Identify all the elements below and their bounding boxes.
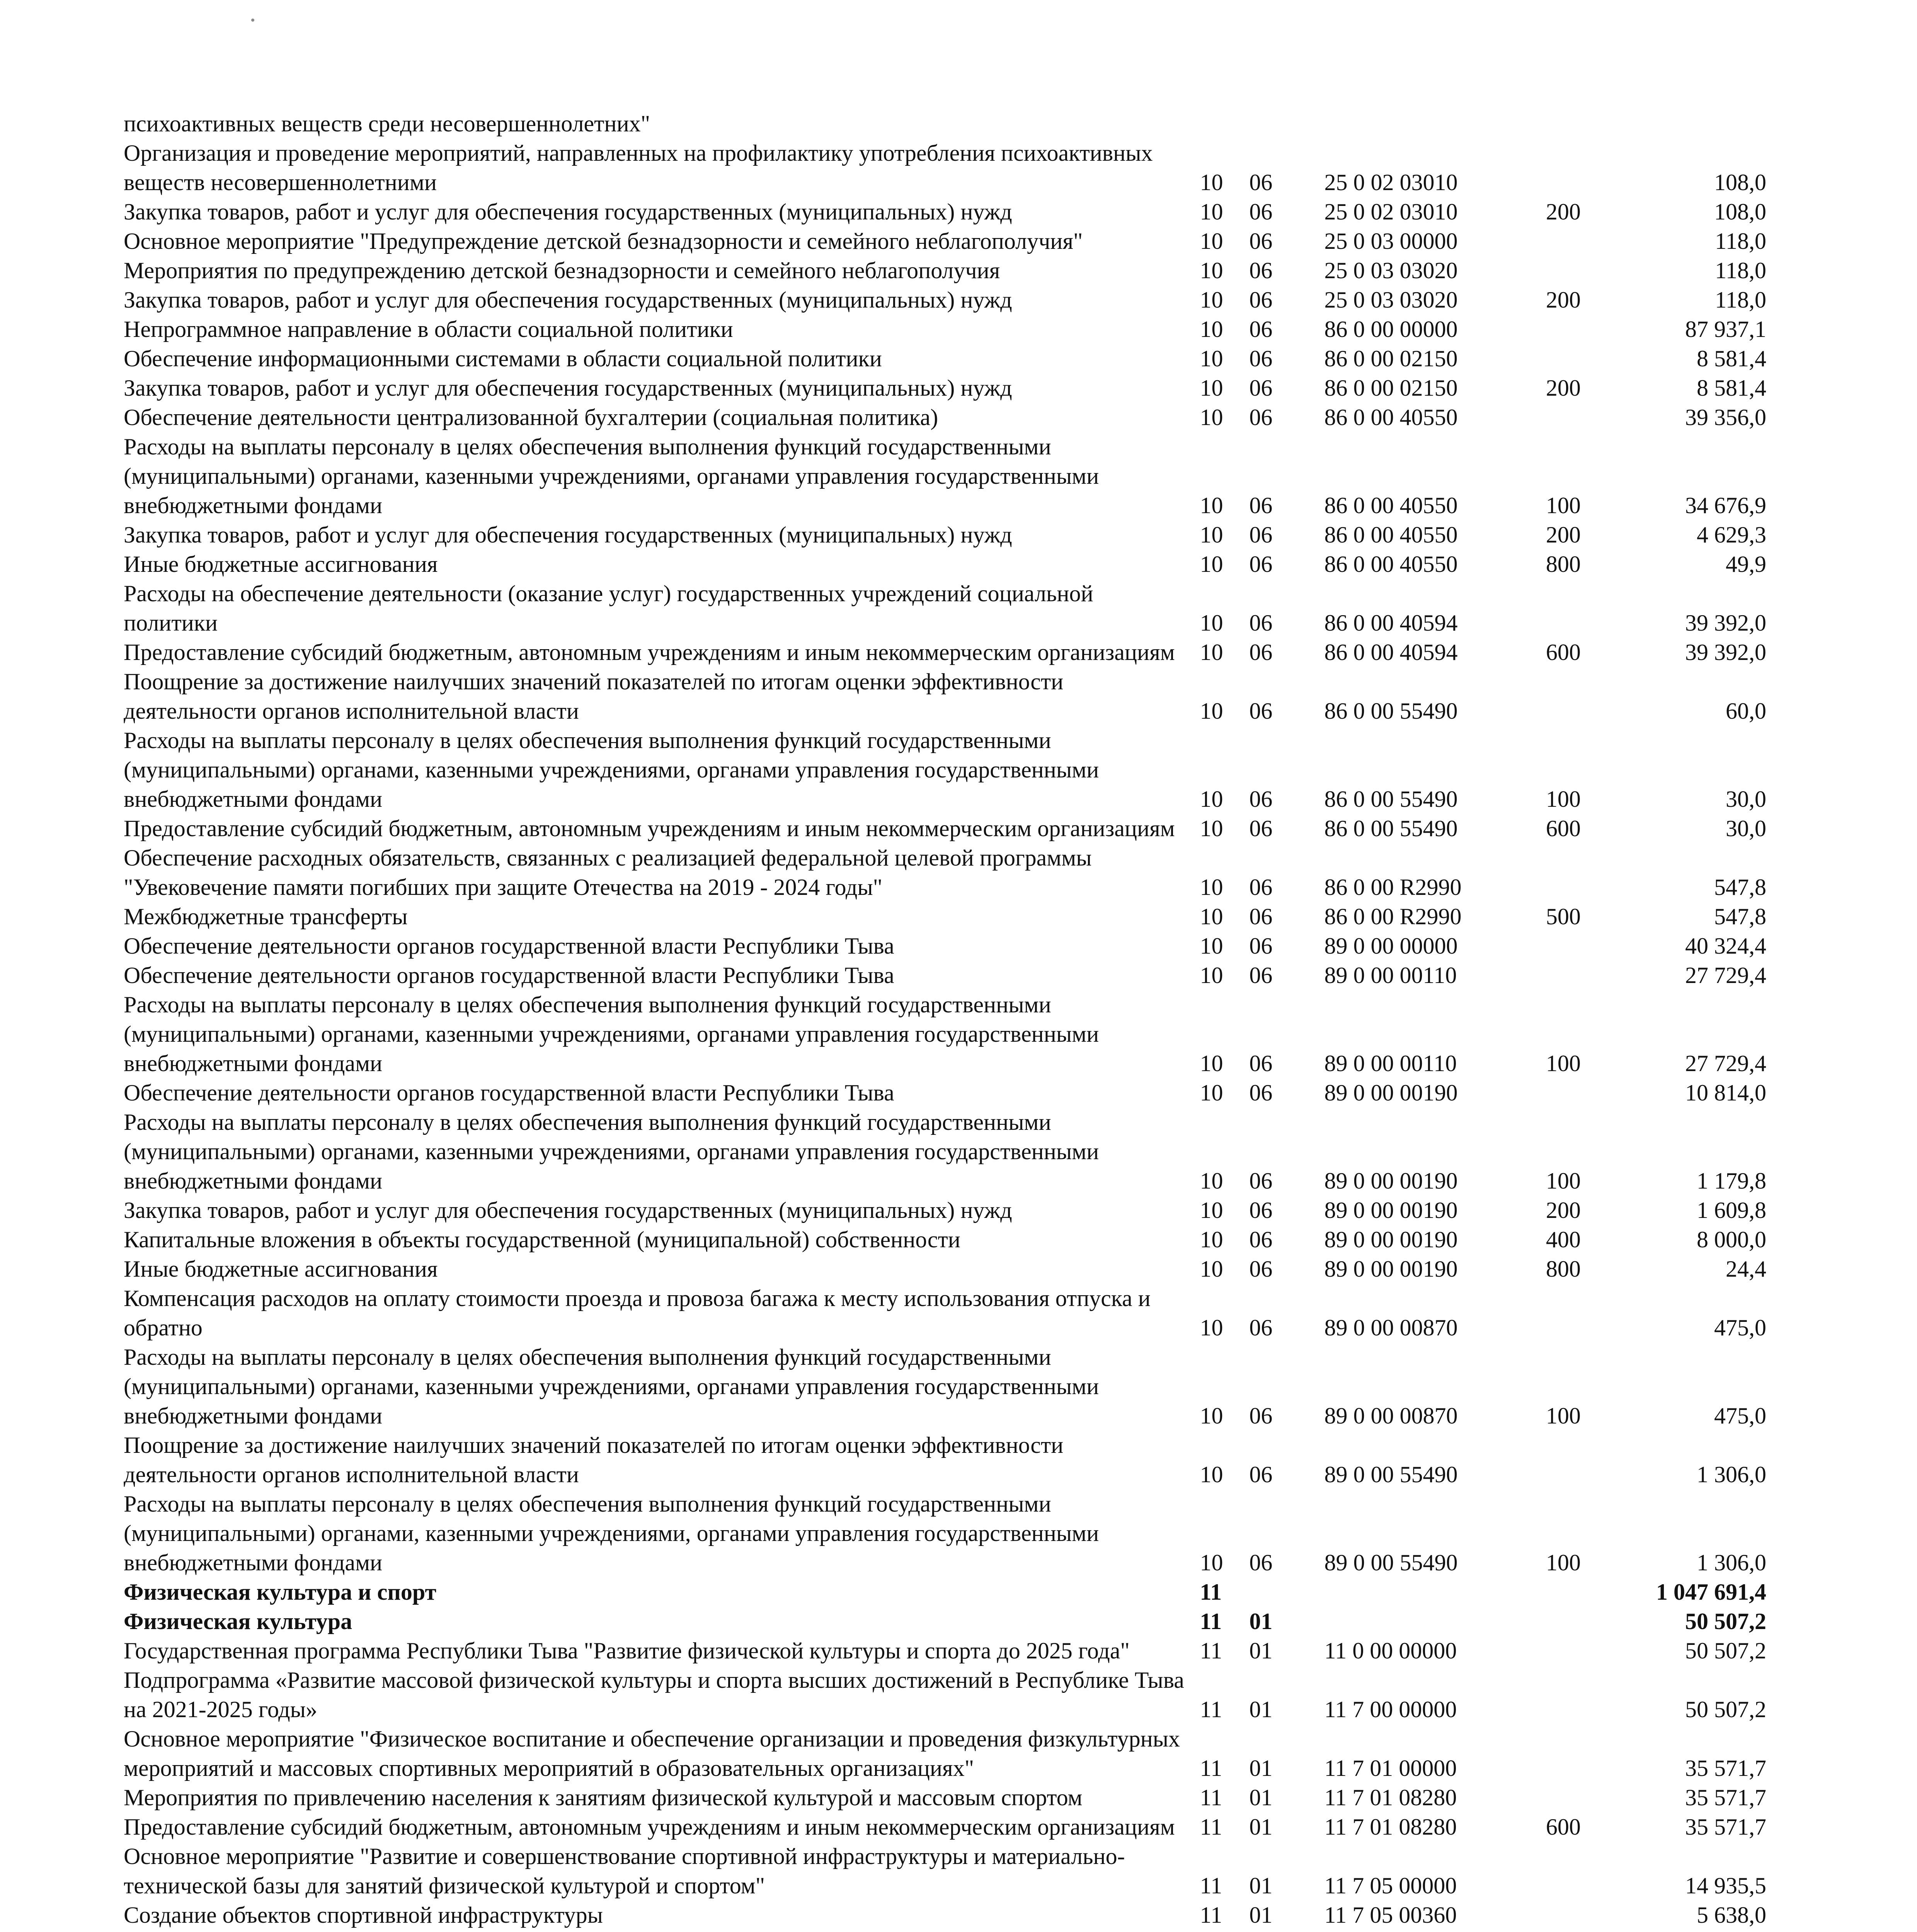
row-amount: 27 729,4 (1685, 1051, 1766, 1076)
row-target-article-code: 11 0 00 00000 (1324, 1638, 1457, 1663)
row-expense-type-code: 800 (1546, 551, 1581, 577)
row-subsection-code: 06 (1249, 904, 1273, 929)
row-target-article-code: 11 7 05 00000 (1324, 1873, 1457, 1898)
row-target-article-code: 89 0 00 00190 (1324, 1227, 1458, 1252)
row-expense-type-code: 200 (1546, 375, 1581, 401)
row-subsection-code (1241, 1577, 1309, 1607)
row-name: Мероприятия по предупреждению детской безнадзорности и семейного неблагополучия (124, 258, 1000, 283)
row-section-code: 10 (1200, 816, 1223, 841)
row-subsection-code: 06 (1249, 933, 1273, 959)
row-section-code: 10 (1200, 639, 1223, 665)
row-name: Непрограммное направление в области социальной политики (124, 316, 733, 342)
row-target-article-code: 89 0 00 00190 (1324, 1168, 1458, 1194)
table-row (124, 1665, 1782, 1724)
table-row (124, 1284, 1782, 1342)
row-amount: 4 629,3 (1697, 522, 1766, 548)
row-amount: 547,8 (1714, 874, 1766, 900)
row-target-article-code (1309, 109, 1530, 138)
row-expense-type-code: 800 (1546, 1256, 1581, 1282)
row-expense-type-code: 100 (1546, 1168, 1581, 1194)
row-amount: 1 306,0 (1697, 1462, 1766, 1487)
table-row (124, 344, 1782, 373)
row-subsection-code: 06 (1249, 375, 1273, 401)
budget-table (124, 109, 1782, 1932)
table-row (124, 931, 1782, 961)
row-name: Предоставление субсидий бюджетным, автономным учреждениям и иным некоммерческим организациям (124, 639, 1175, 665)
row-expense-type-code: 600 (1546, 1814, 1581, 1840)
row-subsection-code (1241, 109, 1309, 138)
row-target-article-code: 25 0 03 03020 (1324, 287, 1458, 313)
row-section-code: 10 (1200, 1550, 1223, 1575)
row-subsection-code: 06 (1249, 1168, 1273, 1194)
row-expense-type-code (1531, 315, 1626, 344)
row-section-code: 10 (1200, 1315, 1223, 1340)
row-section-code (1192, 109, 1241, 138)
row-section-code: 10 (1200, 258, 1223, 283)
row-amount (1626, 109, 1782, 138)
row-amount: 35 571,7 (1685, 1755, 1766, 1781)
row-section-code: 10 (1200, 1051, 1223, 1076)
row-name: Поощрение за достижение наилучших значений показателей по итогам оценки эффективности деятельности органов исполнительной власти (124, 1432, 1064, 1487)
row-target-article-code: 89 0 00 00870 (1324, 1315, 1458, 1340)
row-section-code: 11 (1200, 1814, 1222, 1840)
row-expense-type-code: 600 (1546, 639, 1581, 665)
row-section-code: 11 (1200, 1873, 1222, 1898)
row-expense-type-code (1531, 1607, 1626, 1636)
row-amount: 1 047 691,4 (1656, 1579, 1766, 1605)
row-expense-type-code (1531, 403, 1626, 432)
row-section-code: 10 (1200, 786, 1223, 812)
table-row (124, 990, 1782, 1078)
row-target-article-code: 89 0 00 00110 (1324, 963, 1457, 988)
row-target-article-code: 25 0 02 03010 (1324, 170, 1458, 195)
row-amount: 8 581,4 (1697, 346, 1766, 371)
row-amount: 14 935,5 (1685, 1873, 1766, 1898)
table-row (124, 1430, 1782, 1489)
row-subsection-code: 06 (1249, 1197, 1273, 1223)
budget-table-body (124, 109, 1782, 1932)
row-name: Создание объектов спортивной инфраструктуры (124, 1902, 603, 1928)
row-amount: 118,0 (1715, 287, 1766, 313)
table-row (124, 1342, 1782, 1430)
row-subsection-code: 06 (1249, 346, 1273, 371)
row-section-code: 10 (1200, 1197, 1223, 1223)
table-row (124, 1489, 1782, 1577)
row-name: Подпрограмма «Развитие массовой физической культуры и спорта высших достижений в Республике Тыва на 2021-2025 годы» (124, 1667, 1184, 1722)
table-row (124, 549, 1782, 579)
row-subsection-code: 01 (1249, 1609, 1273, 1634)
row-expense-type-code (1531, 1284, 1626, 1342)
row-subsection-code: 06 (1249, 287, 1273, 313)
row-section-code: 10 (1200, 522, 1223, 548)
table-row (124, 1724, 1782, 1783)
row-expense-type-code (1531, 1930, 1626, 1932)
row-section-code: 10 (1200, 1403, 1223, 1429)
row-name: Основное мероприятие "Развитие и совершенствование спортивной инфраструктуры и материально-технической базы для занятий физической культурой и спортом" (124, 1844, 1125, 1898)
row-target-article-code: 89 0 00 00110 (1324, 1051, 1457, 1076)
table-row (124, 1577, 1782, 1607)
row-expense-type-code (1531, 256, 1626, 285)
row-section-code: 11 (1200, 1902, 1222, 1928)
row-target-article-code: 86 0 00 02150 (1324, 375, 1458, 401)
table-row (124, 1225, 1782, 1254)
row-target-article-code: 11 7 01 08280 (1324, 1814, 1457, 1840)
row-subsection-code: 01 (1249, 1755, 1273, 1781)
table-row (124, 814, 1782, 843)
row-subsection-code: 06 (1249, 228, 1273, 254)
row-name: Обеспечение деятельности органов государственной власти Республики Тыва (124, 933, 894, 959)
row-subsection-code: 06 (1249, 1080, 1273, 1105)
table-row (124, 520, 1782, 549)
row-name: Капитальные вложения в объекты государственной (муниципальной) собственности (124, 1227, 960, 1252)
row-subsection-code: 06 (1249, 316, 1273, 342)
row-expense-type-code (1531, 931, 1626, 961)
row-target-article-code: 89 0 00 00870 (1324, 1403, 1458, 1429)
row-expense-type-code: 100 (1546, 1403, 1581, 1429)
row-amount: 24,4 (1726, 1256, 1766, 1282)
row-target-article-code (1309, 1607, 1530, 1636)
row-subsection-code: 06 (1249, 610, 1273, 636)
row-amount: 5 638,0 (1697, 1902, 1766, 1928)
row-section-code: 10 (1200, 228, 1223, 254)
table-row (124, 1900, 1782, 1930)
row-subsection-code: 06 (1249, 551, 1273, 577)
scan-artifact-dot (251, 19, 254, 22)
row-name: Обеспечение расходных обязательств, связанных с реализацией федеральной целевой программы "Увековечение памяти погибших при защите Отечества на 2019 - 2024 годы" (124, 845, 1092, 900)
row-section-code: 10 (1200, 1168, 1223, 1194)
row-target-article-code: 86 0 00 40550 (1324, 493, 1458, 518)
row-expense-type-code: 200 (1546, 287, 1581, 313)
row-amount: 108,0 (1714, 199, 1766, 224)
row-amount: 49,9 (1726, 551, 1766, 577)
table-row (124, 843, 1782, 902)
row-name: Расходы на выплаты персоналу в целях обеспечения выполнения функций государственными (муниципальными) органами, казенными учреждениями, органами управления государственными внебюджетными фондами (124, 1491, 1099, 1575)
row-target-article-code: 86 0 00 R2990 (1324, 874, 1462, 900)
row-subsection-code: 06 (1249, 522, 1273, 548)
row-target-article-code: 86 0 00 40550 (1324, 522, 1458, 548)
row-subsection-code: 06 (1249, 1227, 1273, 1252)
row-amount: 35 571,7 (1685, 1814, 1766, 1840)
table-row (124, 432, 1782, 520)
row-amount: 8 000,0 (1697, 1227, 1766, 1252)
row-section-code: 10 (1200, 698, 1223, 724)
row-expense-type-code (1531, 667, 1626, 726)
row-subsection-code: 06 (1249, 1256, 1273, 1282)
row-subsection-code: 01 (1249, 1902, 1273, 1928)
row-section-code: 10 (1200, 1080, 1223, 1105)
row-target-article-code: 25 0 03 03020 (1324, 258, 1458, 283)
row-amount: 50 507,2 (1685, 1697, 1766, 1722)
row-amount: 30,0 (1726, 816, 1766, 841)
row-section-code: 10 (1200, 1462, 1223, 1487)
table-row (124, 1930, 1782, 1932)
row-section-code: 10 (1200, 199, 1223, 224)
row-amount: 35 571,7 (1685, 1785, 1766, 1810)
row-section-code: 10 (1200, 1227, 1223, 1252)
row-target-article-code: 86 0 00 02150 (1324, 346, 1458, 371)
row-expense-type-code: 100 (1546, 493, 1581, 518)
row-name: Основное мероприятие "Предупреждение детской безнадзорности и семейного неблагополучия" (124, 228, 1083, 254)
row-target-article-code: 86 0 00 55490 (1324, 816, 1458, 841)
row-name: Обеспечение деятельности органов государственной власти Республики Тыва (124, 1080, 894, 1105)
row-amount: 87 937,1 (1685, 316, 1766, 342)
table-row (124, 373, 1782, 403)
row-amount: 50 507,2 (1685, 1638, 1766, 1663)
row-name: Закупка товаров, работ и услуг для обеспечения государственных (муниципальных) нужд (124, 1197, 1012, 1223)
row-target-article-code: 86 0 00 40550 (1324, 551, 1458, 577)
row-subsection-code: 06 (1249, 816, 1273, 841)
row-section-code: 10 (1200, 346, 1223, 371)
row-target-article-code: 89 0 00 00190 (1324, 1080, 1458, 1105)
row-expense-type-code: 600 (1546, 816, 1581, 841)
row-target-article-code: 89 0 00 55490 (1324, 1550, 1458, 1575)
row-amount: 27 729,4 (1685, 963, 1766, 988)
table-row (124, 138, 1782, 197)
table-row (124, 667, 1782, 726)
row-target-article-code: 89 0 00 55490 (1324, 1462, 1458, 1487)
row-expense-type-code (1531, 344, 1626, 373)
row-section-code: 10 (1200, 287, 1223, 313)
table-row (124, 638, 1782, 667)
row-subsection-code: 06 (1249, 1550, 1273, 1575)
row-expense-type-code (1531, 1577, 1626, 1607)
row-subsection-code: 06 (1249, 1462, 1273, 1487)
row-amount: 1 179,8 (1697, 1168, 1766, 1194)
row-section-code: 10 (1200, 551, 1223, 577)
row-section-code (1192, 1930, 1241, 1932)
row-amount: 39 392,0 (1685, 610, 1766, 636)
row-target-article-code: 86 0 00 00000 (1324, 316, 1458, 342)
row-expense-type-code: 200 (1546, 199, 1581, 224)
row-subsection-code: 06 (1249, 639, 1273, 665)
row-amount: 118,0 (1715, 228, 1766, 254)
row-target-article-code: 89 0 00 00190 (1324, 1197, 1458, 1223)
row-name: Государственная программа Республики Тыва "Развитие физической культуры и спорта до 2025 года" (124, 1638, 1130, 1663)
table-row (124, 109, 1782, 138)
row-amount: 1 306,0 (1697, 1550, 1766, 1575)
row-amount: 39 356,0 (1685, 405, 1766, 430)
row-name: Основное мероприятие "Физическое воспитание и обеспечение организации и проведения физкультурных мероприятий и массовых спортивных мероприятий в образовательных организациях" (124, 1726, 1180, 1781)
row-name: Мероприятия по привлечению населения к занятиям физической культурой и массовым спортом (124, 1785, 1083, 1810)
row-section-code: 10 (1200, 493, 1223, 518)
row-subsection-code: 06 (1249, 874, 1273, 900)
row-section-code: 10 (1200, 316, 1223, 342)
row-amount: 547,8 (1714, 904, 1766, 929)
row-target-article-code: 86 0 00 55490 (1324, 698, 1458, 724)
table-row (124, 197, 1782, 226)
row-expense-type-code (1531, 1724, 1626, 1783)
table-row (124, 256, 1782, 285)
row-expense-type-code: 200 (1546, 522, 1581, 548)
table-row (124, 1812, 1782, 1842)
row-target-article-code: 86 0 00 40594 (1324, 639, 1458, 665)
row-amount: 34 676,9 (1685, 493, 1766, 518)
row-name: Компенсация расходов на оплату стоимости проезда и провоза багажа к месту использования отпуска и обратно (124, 1286, 1151, 1340)
row-section-code: 11 (1200, 1785, 1222, 1810)
row-section-code: 10 (1200, 405, 1223, 430)
row-amount: 108,0 (1714, 170, 1766, 195)
table-row (124, 579, 1782, 638)
row-subsection-code: 01 (1249, 1814, 1273, 1840)
row-name: Обеспечение информационными системами в области социальной политики (124, 346, 882, 371)
row-name: Закупка товаров, работ и услуг для обеспечения государственных (муниципальных) нужд (124, 375, 1012, 401)
row-expense-type-code: 100 (1546, 1051, 1581, 1076)
table-row (124, 315, 1782, 344)
row-target-article-code (1309, 1930, 1530, 1932)
row-name: психоактивных веществ среди несовершеннолетних" (124, 111, 650, 136)
row-subsection-code: 06 (1249, 1403, 1273, 1429)
row-subsection-code: 06 (1249, 493, 1273, 518)
row-name (124, 1930, 1192, 1932)
row-section-code: 11 (1200, 1609, 1222, 1634)
row-section-code: 11 (1200, 1697, 1222, 1722)
row-subsection-code: 06 (1249, 1051, 1273, 1076)
row-name: Межбюджетные трансферты (124, 904, 408, 929)
row-name: Закупка товаров, работ и услуг для обеспечения государственных (муниципальных) нужд (124, 287, 1012, 313)
row-section-code: 10 (1200, 933, 1223, 959)
row-target-article-code: 86 0 00 R2990 (1324, 904, 1462, 929)
row-subsection-code: 01 (1249, 1697, 1273, 1722)
row-expense-type-code (1531, 226, 1626, 256)
row-amount: 10 814,0 (1685, 1080, 1766, 1105)
table-row (124, 1196, 1782, 1225)
row-target-article-code: 11 7 01 08280 (1324, 1785, 1457, 1810)
row-target-article-code: 11 7 01 00000 (1324, 1755, 1457, 1781)
row-name: Закупка товаров, работ и услуг для обеспечения государственных (муниципальных) нужд (124, 199, 1012, 224)
table-row (124, 961, 1782, 990)
row-expense-type-code: 100 (1546, 1550, 1581, 1575)
row-expense-type-code (1531, 1665, 1626, 1724)
row-section-code: 10 (1200, 1256, 1223, 1282)
table-row (124, 1254, 1782, 1284)
row-target-article-code: 89 0 00 00190 (1324, 1256, 1458, 1282)
row-expense-type-code (1531, 109, 1626, 138)
row-section-code: 10 (1200, 170, 1223, 195)
row-amount (1626, 1930, 1782, 1932)
row-subsection-code: 06 (1249, 170, 1273, 195)
row-amount: 8 581,4 (1697, 375, 1766, 401)
row-section-code: 11 (1200, 1755, 1222, 1781)
row-subsection-code: 06 (1249, 963, 1273, 988)
row-name: Расходы на выплаты персоналу в целях обеспечения выполнения функций государственными (муниципальными) органами, казенными учреждениями, органами управления государственными внебюджетными фондами (124, 1344, 1099, 1429)
table-row (124, 403, 1782, 432)
row-name: Расходы на выплаты персоналу в целях обеспечения выполнения функций государственными (муниципальными) органами, казенными учреждениями, органами управления государственными внебюджетными фондами (124, 1109, 1099, 1194)
row-amount: 50 507,2 (1685, 1609, 1766, 1634)
row-amount: 30,0 (1726, 786, 1766, 812)
row-expense-type-code: 100 (1546, 786, 1581, 812)
row-target-article-code: 11 7 00 00000 (1324, 1697, 1457, 1722)
row-name: Организация и проведение мероприятий, направленных на профилактику употребления психоактивных веществ несовершеннолетними (124, 140, 1153, 195)
row-name: Обеспечение деятельности централизованной бухгалтерии (социальная политика) (124, 405, 938, 430)
row-target-article-code (1309, 1577, 1530, 1607)
table-row (124, 1636, 1782, 1665)
row-subsection-code: 06 (1249, 1315, 1273, 1340)
row-target-article-code: 86 0 00 40550 (1324, 405, 1458, 430)
row-name: Предоставление субсидий бюджетным, автономным учреждениям и иным некоммерческим организациям (124, 816, 1175, 841)
row-name: Расходы на выплаты персоналу в целях обеспечения выполнения функций государственными (муниципальными) органами, казенными учреждениями, органами управления государственными внебюджетными фондами (124, 992, 1099, 1076)
row-name: Поощрение за достижение наилучших значений показателей по итогам оценки эффективности деятельности органов исполнительной власти (124, 669, 1064, 724)
row-expense-type-code (1531, 1636, 1626, 1665)
row-section-code: 10 (1200, 610, 1223, 636)
row-target-article-code: 11 7 05 00360 (1324, 1902, 1457, 1928)
row-amount: 118,0 (1715, 258, 1766, 283)
table-row (124, 1107, 1782, 1196)
row-section-code: 10 (1200, 904, 1223, 929)
row-subsection-code: 01 (1249, 1873, 1273, 1898)
row-target-article-code: 25 0 02 03010 (1324, 199, 1458, 224)
row-subsection-code: 06 (1249, 698, 1273, 724)
table-row (124, 1783, 1782, 1812)
row-subsection-code: 01 (1249, 1638, 1273, 1663)
row-name: Закупка товаров, работ и услуг для обеспечения государственных (муниципальных) нужд (124, 522, 1012, 548)
row-target-article-code: 86 0 00 55490 (1324, 786, 1458, 812)
row-expense-type-code (1531, 138, 1626, 197)
row-name: Расходы на выплаты персоналу в целях обеспечения выполнения функций государственными (муниципальными) органами, казенными учреждениями, органами управления государственными внебюджетными фондами (124, 728, 1099, 812)
row-section-code: 11 (1200, 1579, 1222, 1605)
row-name: Физическая культура и спорт (124, 1579, 436, 1605)
row-expense-type-code: 500 (1546, 904, 1581, 929)
table-row (124, 1078, 1782, 1107)
row-amount: 475,0 (1714, 1315, 1766, 1340)
row-expense-type-code (1531, 843, 1626, 902)
row-name: Иные бюджетные ассигнования (124, 1256, 438, 1282)
row-name: Расходы на обеспечение деятельности (оказание услуг) государственных учреждений социальной политики (124, 581, 1093, 636)
table-row (124, 1607, 1782, 1636)
row-subsection-code: 01 (1249, 1785, 1273, 1810)
row-section-code: 11 (1200, 1638, 1222, 1663)
row-expense-type-code (1531, 1842, 1626, 1900)
table-row (124, 226, 1782, 256)
row-name: Предоставление субсидий бюджетным, автономным учреждениям и иным некоммерческим организациям (124, 1814, 1175, 1840)
row-expense-type-code (1531, 579, 1626, 638)
row-amount: 39 392,0 (1685, 639, 1766, 665)
row-amount: 60,0 (1726, 698, 1766, 724)
table-row (124, 726, 1782, 814)
table-row (124, 902, 1782, 931)
table-row (124, 1842, 1782, 1900)
row-expense-type-code: 400 (1546, 1227, 1581, 1252)
row-subsection-code: 06 (1249, 786, 1273, 812)
table-row (124, 285, 1782, 315)
row-expense-type-code: 200 (1546, 1197, 1581, 1223)
row-name: Физическая культура (124, 1609, 352, 1634)
row-subsection-code (1241, 1930, 1309, 1932)
row-section-code: 10 (1200, 874, 1223, 900)
row-expense-type-code (1531, 961, 1626, 990)
row-section-code: 10 (1200, 963, 1223, 988)
row-name: Иные бюджетные ассигнования (124, 551, 438, 577)
row-subsection-code: 06 (1249, 258, 1273, 283)
row-expense-type-code (1531, 1783, 1626, 1812)
row-target-article-code: 25 0 03 00000 (1324, 228, 1458, 254)
row-name: Обеспечение деятельности органов государственной власти Республики Тыва (124, 963, 894, 988)
row-name: Расходы на выплаты персоналу в целях обеспечения выполнения функций государственными (муниципальными) органами, казенными учреждениями, органами управления государственными внебюджетными фондами (124, 434, 1099, 518)
row-section-code: 10 (1200, 375, 1223, 401)
row-amount: 475,0 (1714, 1403, 1766, 1429)
row-subsection-code: 06 (1249, 405, 1273, 430)
row-target-article-code: 86 0 00 40594 (1324, 610, 1458, 636)
row-amount: 40 324,4 (1685, 933, 1766, 959)
row-amount: 1 609,8 (1697, 1197, 1766, 1223)
row-expense-type-code (1531, 1430, 1626, 1489)
row-target-article-code: 89 0 00 00000 (1324, 933, 1458, 959)
row-expense-type-code (1531, 1078, 1626, 1107)
row-subsection-code: 06 (1249, 199, 1273, 224)
row-expense-type-code (1531, 1900, 1626, 1930)
